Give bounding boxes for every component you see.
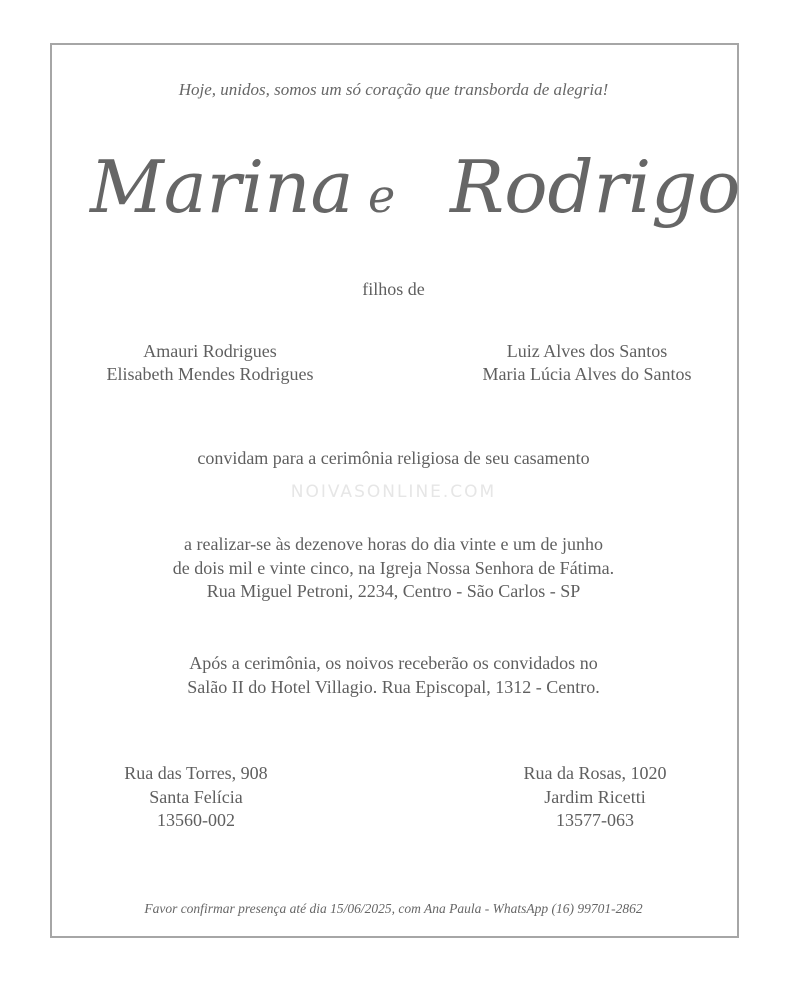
address-zip: 13577-063 xyxy=(556,810,634,830)
name-connector: e xyxy=(368,169,396,223)
groom-address xyxy=(498,762,692,833)
reception-details xyxy=(0,652,787,699)
reception-line: Após a cerimônia, os noivos receberão os convidados no xyxy=(189,653,598,673)
address-district: Jardim Ricetti xyxy=(544,786,646,807)
ceremony-line: de dois mil e vinte cinco, na Igreja Nossa Senhora de Fátima. xyxy=(172,557,615,578)
groom-father: Luiz Alves dos Santos xyxy=(506,341,668,361)
tagline: Hoje, unidos, somos um só coração que transborda de alegria! xyxy=(178,80,609,99)
bride-mother: Elisabeth Mendes Rodrigues xyxy=(106,364,314,384)
bride-parents xyxy=(70,340,350,386)
couple-names-script xyxy=(60,130,741,260)
address-street: Rua da Rosas, 1020 xyxy=(523,763,667,783)
bride-father: Amauri Rodrigues xyxy=(143,341,277,361)
filhos-de-label: filhos de xyxy=(362,279,425,299)
ceremony-line: Rua Miguel Petroni, 2234, Centro - São Carlos - SP xyxy=(206,581,581,601)
groom-name: Rodrigo xyxy=(450,145,741,229)
ceremony-details xyxy=(0,533,787,604)
address-street: Rua das Torres, 908 xyxy=(124,763,268,783)
bride-name: Marina xyxy=(90,145,354,229)
groom-parents xyxy=(444,340,730,386)
watermark: NOIVASONLINE.COM xyxy=(290,482,497,502)
rsvp-note: Favor confirmar presença até dia 15/06/2025, com Ana Paula - WhatsApp (16) 99701-2862 xyxy=(144,901,643,916)
address-zip: 13560-002 xyxy=(157,810,235,830)
reception-line: Salão II do Hotel Villagio. Rua Episcopal, 1312 - Centro. xyxy=(187,676,600,697)
couple-names xyxy=(60,130,741,260)
groom-mother: Maria Lúcia Alves do Santos xyxy=(482,364,692,384)
bride-address xyxy=(100,762,292,833)
address-district: Santa Felícia xyxy=(149,786,243,807)
invitation-line: convidam para a cerimônia religiosa de seu casamento xyxy=(197,448,590,468)
ceremony-line: a realizar-se às dezenove horas do dia vinte e um de junho xyxy=(184,534,603,554)
